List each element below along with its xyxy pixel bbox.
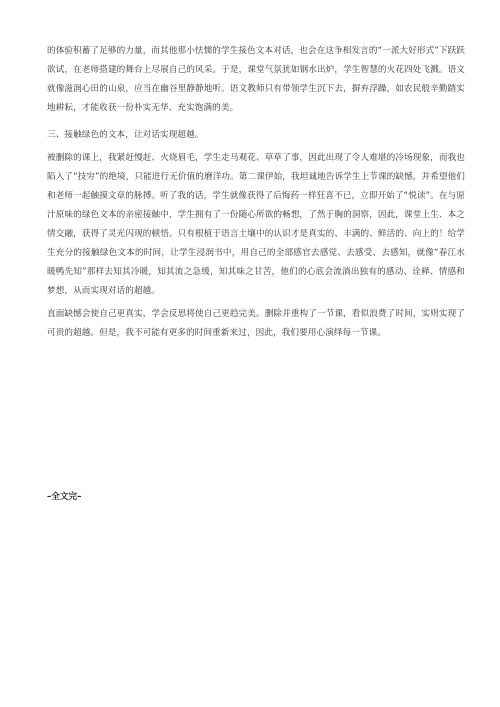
paragraph-body: 被删除的课上，我紧赶慢赶、火烧眉毛，学生走马观花、草草了事，因此出现了令人难堪的冷场现象，而我也陷入了“技穷”的绝境，只能进行无价值的磨洋功。第二课伊始，我坦诚地告诉学生上节课的缺憾，并希望他们和老师一起触摸文章的脉搏。听了我的话，学生就像获得了后悔药一样狂喜不已，立即开始了“悦读”。在与原汁原味的绿色文本的亲密接触中，学生拥有了一份随心所欲的畅想，了然于胸的洞察，因此，课堂上生、本之情交融，获得了灵光闪现的顿悟。只有根植于语言土壤中的认识才是真实的、丰满的、鲜活的、向上的！给学生充分的接触绿色文本的时间，让学生浸润书中，用自己的全部感官去感觉、去感受、去感知，就像“春江水暖鸭先知”那样去知其冷暖，知其流之急缓，知其味之甘苦，他们的心底会流淌出独有的感动、诠释、情感和梦想，从而实现对话的超越。 [47, 153, 465, 296]
paragraph-continuation: 的体验积蓄了足够的力量，而其他那小怯懦的学生接色文本对话，也会在这争相发言的“一派大好形式”下跃跃欲试，在老师搭建的舞台上尽展自己的风采。于是，课堂气氛犹如钢水出炉，学生智慧的火花四处飞溅。语文就像滋润心田的山泉，应当在幽谷里静静地听。语文教师只有带领学生沉下去，摒弃浮躁，如农民般辛勤踏实地耕耘，才能收获一份朴实无华、充实饱满的美。 [47, 46, 465, 113]
section-heading: 三、接触绿色的文本，让对话实现超越。 [47, 130, 204, 140]
end-mark: –全文完– [47, 492, 82, 502]
document-body [47, 42, 465, 343]
paragraph-conclusion: 直面缺憾会使自己更真实，学会反思将使自己更趋完美。删除并重构了一节课，看似浪费了时间，实则实现了可贵的超越。但是，我不可能有更多的时间重新来过，因此，我们要用心演绎每一节课。 [47, 309, 465, 338]
